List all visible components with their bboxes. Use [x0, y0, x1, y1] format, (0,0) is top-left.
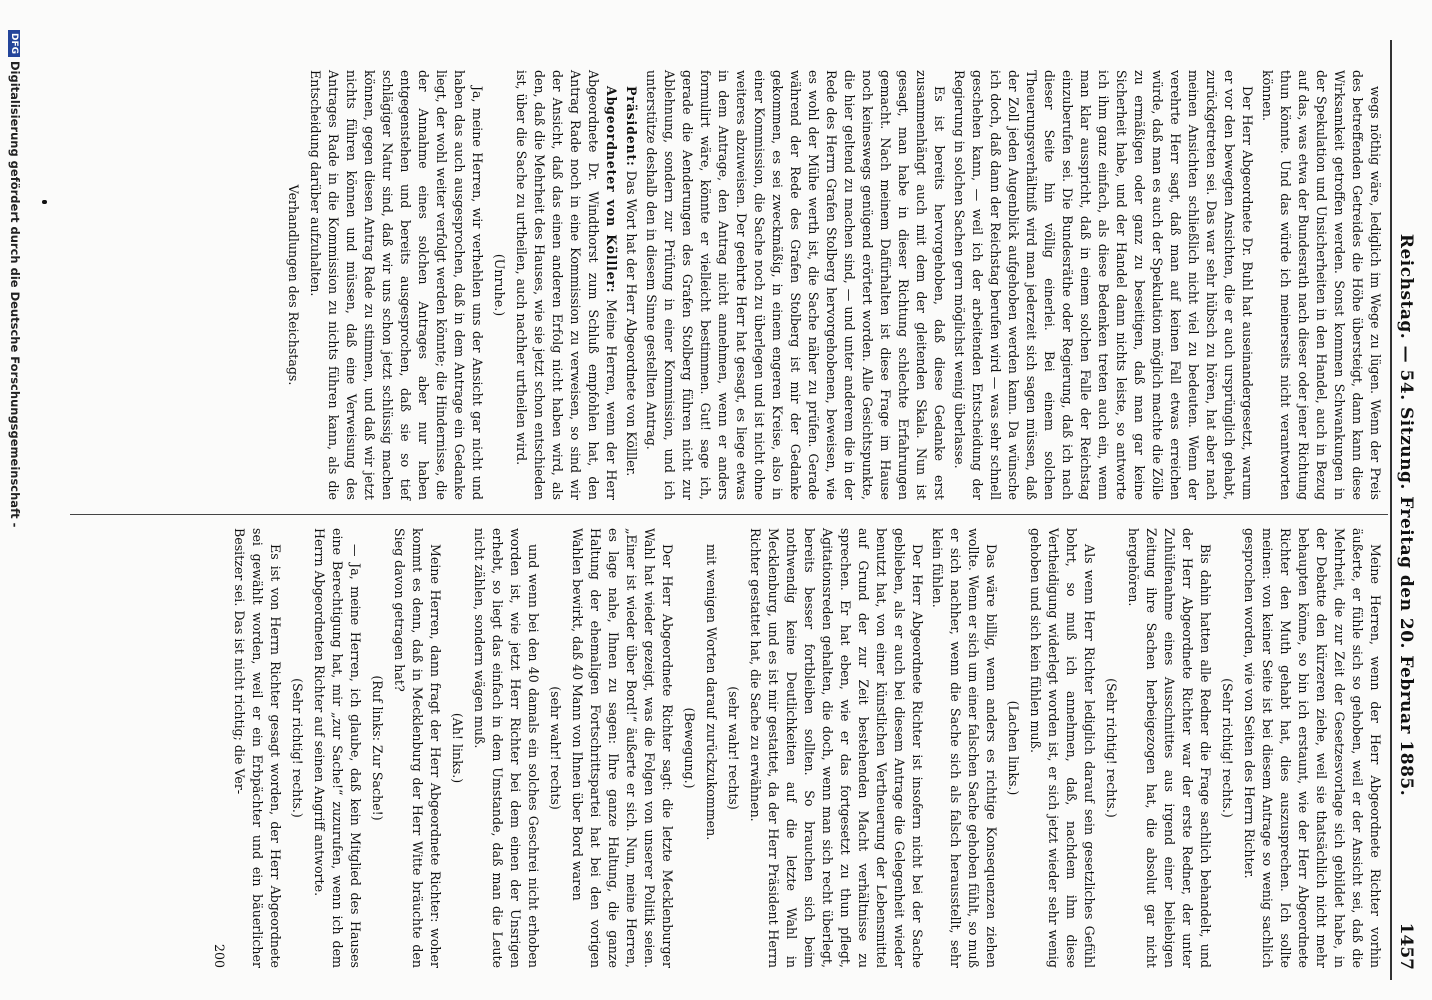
paragraph: Der Herr Abgeordnete Dr. Buhl hat auseinandergesetzt, warum er vor den bewegten Ansichten, die er auch ursprünglich gehabt, zurückgetreten sei. Das war sehr hübsch zu hören, hat aber nach meinen Ansichten schließlich nicht viel zu bedeuten. Wenn der verehrte Herr sagt, daß man auf keinen Fall etwas erreichen würde, daß man es auch der Spekulation möglich machte die Zölle zu ermäßigen oder ganz zu beseitigen, daß man gar keine Sicherheit habe, und der Handel dann nichts leiste, so antworte ich ihm ganz einfach, als diese Bedenken treten auch ein, wenn man klar ausspricht, daß in einem solchen Falle der Reichstag einzuberufen sei. Die Bundesräthe oder Regierung, daß ich nach dieser Seite hin völlig einerlei. Bei einem solchen Theuerungsverhältniß wird man jederzeit sich sagen müssen, daß der Zoll jeden Augenblick aufgehoben werden kann. Da wünsche ich doch, daß dann der Reichstag berufen wird — was sehr schnell geschehen kann, — weil ich der arbeitenden Entscheidung der Regierung in solchen Sachen gern möglichst wenig überlasse.: [952, 70, 1255, 500]
paragraph: Es ist von Herrn Richter gesagt worden, der Herr Abgeordnete sei gewählt worden, weil er ein Erbpächter und ein bäuerlicher Besitzer sei. Das ist nicht richtig; die Ver-: [232, 528, 283, 968]
interjection: (Lachen links.): [1006, 700, 1021, 796]
paragraph: Das wäre billig, wenn anders es richtige Konsequenzen ziehen wollte. Wenn er sich um einer falschen Sache gehoben fühlt, so muß er sich nachher, wenn die Sache sich als falsch herausstellt, sehr klein fühlen.: [930, 528, 999, 968]
paragraph: — Ja, meine Herren, ich glaube, daß kein Mitglied des Hauses eine Berechtigung hat, mir „zur Sache!“ zuzurufen, wenn ich dem Herrn Abgeordneten Richter auf seinen Angriff antworte.: [312, 528, 363, 968]
page-header: [1390, 60, 1418, 970]
page-number: 1457: [1396, 922, 1416, 970]
footer-note: Verhandlungen des Reichstags.: [286, 184, 301, 386]
interjection: (sehr wahr! rechts): [726, 686, 741, 810]
right-column: [208, 528, 1384, 968]
paragraph: Bis dahin hatten alle Redner die Frage sachlich behandelt, und der Herr Abgeordnete Richter war der erste Redner, der unter Zuhülfenahme eines Ausschnittes aus irgend einer beliebigen Zeitung ihre Sachen herbeigezogen hat, die absolut gar nicht hergehören.: [1126, 528, 1213, 968]
interjection: (Unruhe.): [492, 253, 507, 317]
speaker-paragraph: [512, 70, 620, 500]
paragraph: Ja, meine Herren, wir verhehlen uns der Ansicht gar nicht und haben das auch ausgesprochen, daß in dem Antrage ein Gedanke liegt, der wohl weiter verfolgt werden könnte; die Hindernisse, die der Annahme eines solchen Antrages aber nur haben entgegenstehen und bereits ausgesprochen, daß sie so tief schlägiger Natur sind, daß wir uns schon jetzt schlüssig machen können, gegen diesen Antrag Rade zu stimmen, und daß wir jetzt nichts führen können und müssen, daß eine Verweisung des Antrages Rade in die Kommission zu nichts führen kann, als die Entscheidung darüber aufzuhalten.: [308, 70, 485, 500]
paragraph: und wenn bei den 40 damals ein solches Geschrei nicht erhoben worden ist, wie jetzt Herr Richter bei dem einen der Unsrigen erhebt, so liegt das einfach in dem Umstande, daß man die Leute nicht zählen, sondern wägen muß.: [472, 528, 541, 968]
paragraph: Meine Herren, dann fragt der Herr Abgeordnete Richter: woher kommt es denn, daß in Mecklenburg der Herr Witte bräuchte den Sieg davon getragen hat?: [392, 528, 443, 968]
column-divider: [70, 514, 1388, 515]
speaker-paragraph: [622, 70, 640, 500]
interjection: (Sehr richtig! rechts.): [290, 678, 305, 818]
speaker-label: Präsident:: [624, 86, 639, 167]
paragraph: wegs nöthig wäre, lediglich im Wege zu lügen. Wenn der Preis des betreffenden Getreides die Höhe übersteigt, dann kann diese Wirksamkeit getroffen werden. Sonst kommen Schwankungen in der Spekulation und Unsicherheiten in den Handel, auch in Bezug auf das, was etwa der Bundesrath nach dieser oder jener Richtung thun könnte. Und das würde ich meinerseits nicht verantworten können.: [1260, 70, 1383, 500]
interjection: (sehr wahr! rechts): [548, 686, 563, 810]
speaker-label: Abgeordneter von Kölller:: [604, 86, 619, 294]
left-column: [280, 70, 1384, 500]
interjection: (Ah! links.): [450, 712, 465, 784]
paragraph: Als wenn Herr Richter lediglich darauf sein gesetzliches Gefühl bohrt, so muß ich annehmen, daß, nachdem ihm diese Vertheidigung widerlegt worden ist, er sich jetzt wieder sehr wenig gehoben und sich kein fühlen muß.: [1028, 528, 1097, 968]
dfg-logo-icon: DFG: [9, 30, 21, 57]
paragraph: mit wenigen Worten darauf zurückzukommen.: [704, 544, 719, 841]
signature-mark: 200: [212, 943, 227, 968]
ink-speck: [42, 200, 47, 204]
paragraph: Es ist bereits hervorgehoben, daß diese Gedanke erst zusammenhängt auch mit dem der gleitenden Skala. Nun ist gesagt, man habe in dieser Richtung schlechte Erfahrungen gemacht. Nach meinem Dafürhalten ist diese Frage im Hause noch keineswegs genügend erörtert worden. Alle Gesichtspunkte, die hier geltend zu machen sind, — und unter anderem die in der Rede des Herrn Grafen Stolberg hervorgehobenen, beweisen, wie es wohl der Mühe werth ist, die Sache näher zu prüfen. Gerade während der Rede des Grafen Stolberg ist mir der Gedanke gekommen, es sei zweckmäßig, in einem engeren Kreise, also in einer Kommission, die Sache noch zu überlegen und ist nicht ohne weiteres abzuweisen. Der geehrte Herr hat gesagt, es liege etwas in dem Antrage, den Antrag nicht annehmen, wenn er anders formulirt wäre, könnte er vielleicht bestimmen. Gut! sage ich, gerade die Aenderungen des Grafen Stolberg führen nicht zur Ablehnung, sondern zur Prüfung in einer Kommission, und ich unterstütze deshalb den in diesem Sinne gestellten Antrag.: [644, 70, 947, 500]
speaker-text: Das Wort hat der Herr Abgeordnete von Kölller.: [624, 170, 639, 477]
digitization-credit: [8, 30, 22, 528]
header-title: Reichstag. — 54. Sitzung. Freitag den 20. Februar 1885.: [1396, 233, 1416, 797]
interjection: (Sehr richtig! rechts.): [1220, 678, 1235, 818]
header-rule: [1390, 40, 1392, 980]
credit-text: Digitalisierung gefördert durch die Deutsche Forschungsgemeinschaft -: [8, 61, 22, 528]
interjection: (Sehr richtig! rechts.): [1104, 678, 1119, 818]
paragraph: Der Herr Abgeordnete Richter sagt: die letzte Mecklenburger Wahl hat wieder gezeigt, was die Folgen von unserer Politik seien. „Einer ist wieder über Bord!“ äußerte er sich. Nun, meine Herren, es lage nahe, Ihnen zu sagen: Ihre ganze Haltung, die ganze Haltung der ehemaligen Fortschrittspartei hat bei den vorigen Wahlen bewirkt, daß 40 Mann von Ihnen über Bord waren: [570, 528, 675, 968]
paragraph: Meine Herren, wenn der Herr Abgeordnete Richter vorhin äußerte, er fühle sich so gehoben, weil er der Ansicht sei, daß die Mehrheit, die zur Zeit der Gesetzesvorlage sich gebildet habe, in der Debatte den kürzeren ziehe, weil sie thatsächlich nicht mehr behaupten könne, so bin ich erstaunt, wie der Herr Abgeordnete Richter den Muth gehabt hat, dies auszusprechen. Ich sollte meinen: von keiner Seite ist bei diesem Antrage so wenig sachlich gesprochen worden, wie von Seiten des Herrn Richter.: [1242, 528, 1383, 968]
paragraph: Der Herr Abgeordnete Richter ist insofern nicht bei der Sache geblieben, als er auch bei diesem Antrage die Gelegenheit wieder benutzt hat, von einer künstlichen Vertheuerung der Lebensmittel auf Grund der zur Zeit bestehenden Macht verhältnisse zu sprechen. Er hat eben, wie er das fortgesetzt zu thun pflegt, Agitationsreden gehalten, die doch, wenn man sich recht überlegt, bereits besser fortbleiben sollten. So brauchen sich beim nothwendig keine Deutlichkeiten auf die letzte Wahl in Mecklenburg, und es ist mir gestattet, da der Herr Präsident Herrn Richter gestattet hat, die Sache zu erwähnen.: [748, 528, 925, 968]
interjection: (Ruf links: Zur Sache!): [370, 675, 385, 821]
speaker-text: Meine Herren, wenn der Herr Abgeordnete Dr. Windthorst zum Schluß empfohlen hat, den Antrag Rade noch in eine Kommission zu verweisen, so sind wir der Ansicht, daß das einen anderen Erfolg nicht haben wird, als den, daß die Mehrheit des Hauses, wie sie jetzt schon entschieden ist, über die Sache zu urtheilen, auch nachher urtheilen wird.: [514, 70, 619, 500]
interjection: (Bewegung.): [682, 707, 697, 789]
